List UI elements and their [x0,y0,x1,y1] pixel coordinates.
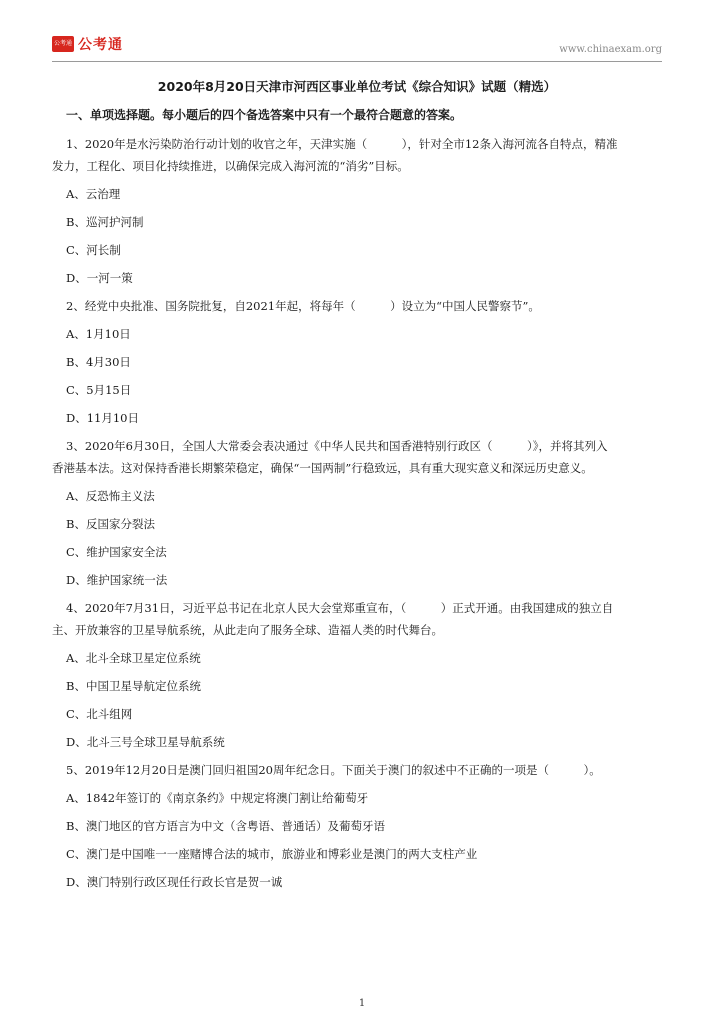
option-d: D、一河一策 [66,271,133,285]
question-stem: 4、2020年7月31日，习近平总书记在北京人民大会堂郑重宣布，（ ）正式开通。由我国建成的独立自 [66,601,614,615]
question-2 [66,295,686,429]
question-1 [52,133,686,289]
option-d: D、北斗三号全球卫星导航系统 [66,735,225,749]
option-a: A、云治理 [66,187,121,201]
section-title: 一、单项选择题。每小题后的四个备选答案中只有一个最符合题意的答案。 [66,108,463,122]
question-stem: 3、2020年6月30日，全国人大常委会表决通过《中华人民共和国香港特别行政区（ ）》，并将其列入 [66,439,608,453]
question-4 [52,597,686,753]
page-number: 1 [358,998,366,1009]
question-stem-continued: 主、开放兼容的卫星导航系统，从此走向了服务全球、造福人类的时代舞台。 [52,623,443,637]
question-stem: 1、2020年是水污染防治行动计划的收官之年，天津实施（ ），针对全市12条入海河流各自特点，精准 [66,137,618,151]
question-list [52,133,686,893]
option-b: B、中国卫星导航定位系统 [66,679,201,693]
option-a: A、1842年签订的《南京条约》中规定将澳门割让给葡萄牙 [66,791,369,805]
logo-text: 公考通 [78,37,123,53]
logo-badge: 公考通 [52,36,74,52]
site-url: www.chinaexam.org [559,44,662,55]
option-d: D、维护国家统一法 [66,573,168,587]
header-divider [52,61,662,62]
option-d: D、11月10日 [66,411,139,425]
document-title: 2020年8月20日天津市河西区事业单位考试《综合知识》试题（精选） [157,79,557,94]
question-3 [52,435,686,591]
option-c: C、北斗组网 [66,707,133,721]
question-stem: 2、经党中央批准、国务院批复，自2021年起，将每年（ ）设立为“中国人民警察节”。 [66,299,540,313]
question-stem-continued: 香港基本法。这对保持香港长期繁荣稳定，确保“一国两制”行稳致远，具有重大现实意义和深远历史意义。 [52,461,593,475]
option-b: B、澳门地区的官方语言为中文（含粤语、普通话）及葡萄牙语 [66,819,385,833]
question-5 [66,759,686,893]
option-b: B、4月30日 [66,355,131,369]
option-b: B、反国家分裂法 [66,517,155,531]
option-c: C、维护国家安全法 [66,545,167,559]
question-stem: 5、2019年12月20日是澳门回归祖国20周年纪念日。下面关于澳门的叙述中不正确的一项是（ ）。 [66,763,601,777]
question-stem-continued: 发力，工程化、项目化持续推进，以确保完成入海河流的“消劣”目标。 [52,159,409,173]
option-a: A、反恐怖主义法 [66,489,155,503]
option-a: A、北斗全球卫星定位系统 [66,651,201,665]
page-header [52,34,662,60]
option-c: C、5月15日 [66,383,132,397]
option-c: C、河长制 [66,243,121,257]
option-a: A、1月10日 [66,327,131,341]
brand-logo [52,34,123,54]
option-b: B、巡河护河制 [66,215,144,229]
option-c: C、澳门是中国唯一一座赌博合法的城市，旅游业和博彩业是澳门的两大支柱产业 [66,847,478,861]
option-d: D、澳门特别行政区现任行政长官是贺一诚 [66,875,283,889]
